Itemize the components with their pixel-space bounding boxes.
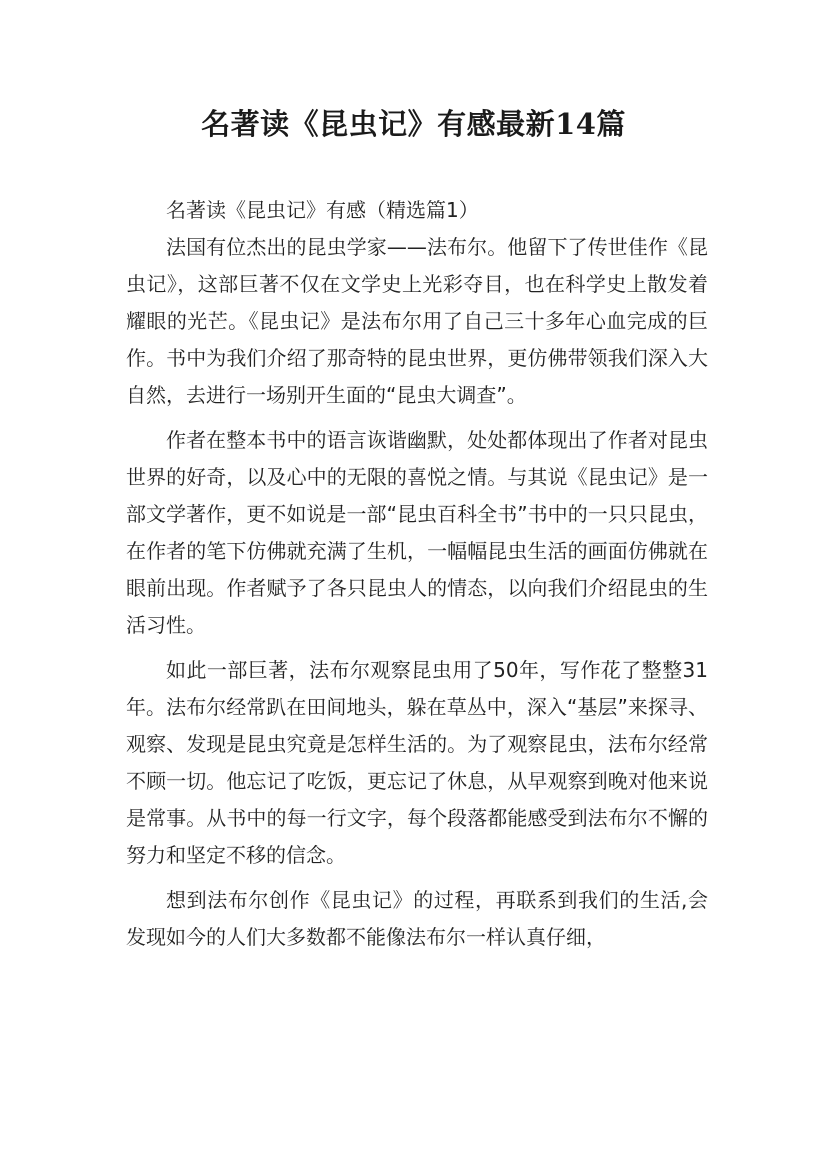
body-paragraph: 想到法布尔创作《昆虫记》的过程，再联系到我们的生活,会发现如今的人们大多数都不能像法布尔一样认真仔细， (126, 888, 708, 949)
section-subtitle: 名著读《昆虫记》有感（精选篇1） (166, 198, 479, 222)
document-body (126, 192, 708, 964)
document-title: 名著读《昆虫记》有感最新14篇 (201, 107, 626, 141)
body-paragraph: 作者在整本书中的语言诙谐幽默，处处都体现出了作者对昆虫世界的好奇，以及心中的无限的喜悦之情。与其说《昆虫记》是一部文学著作，更不如说是一部“昆虫百科全书”书中的一只只昆虫，在作者的笔下仿佛就充满了生机，一幅幅昆虫生活的画面仿佛就在眼前出现。作者赋予了各只昆虫人的情态，以向我们介绍昆虫的生活习性。 (126, 428, 708, 637)
body-paragraph: 法国有位杰出的昆虫学家——法布尔。他留下了传世佳作《昆虫记》，这部巨著不仅在文学史上光彩夺目，也在科学史上散发着耀眼的光芒。《昆虫记》是法布尔用了自己三十多年心血完成的巨作。书中为我们介绍了那奇特的昆虫世界，更仿佛带领我们深入大自然，去进行一场别开生面的“昆虫大调查”。 (126, 235, 708, 407)
body-paragraph: 如此一部巨著，法布尔观察昆虫用了50年，写作花了整整31年。法布尔经常趴在田间地头，躲在草丛中，深入“基层”来探寻、观察、发现是昆虫究竟是怎样生活的。为了观察昆虫，法布尔经常不顾一切。他忘记了吃饭，更忘记了休息，从早观察到晚对他来说是常事。从书中的每一行文字，每个段落都能感受到法布尔不懈的努力和坚定不移的信念。 (126, 658, 708, 867)
